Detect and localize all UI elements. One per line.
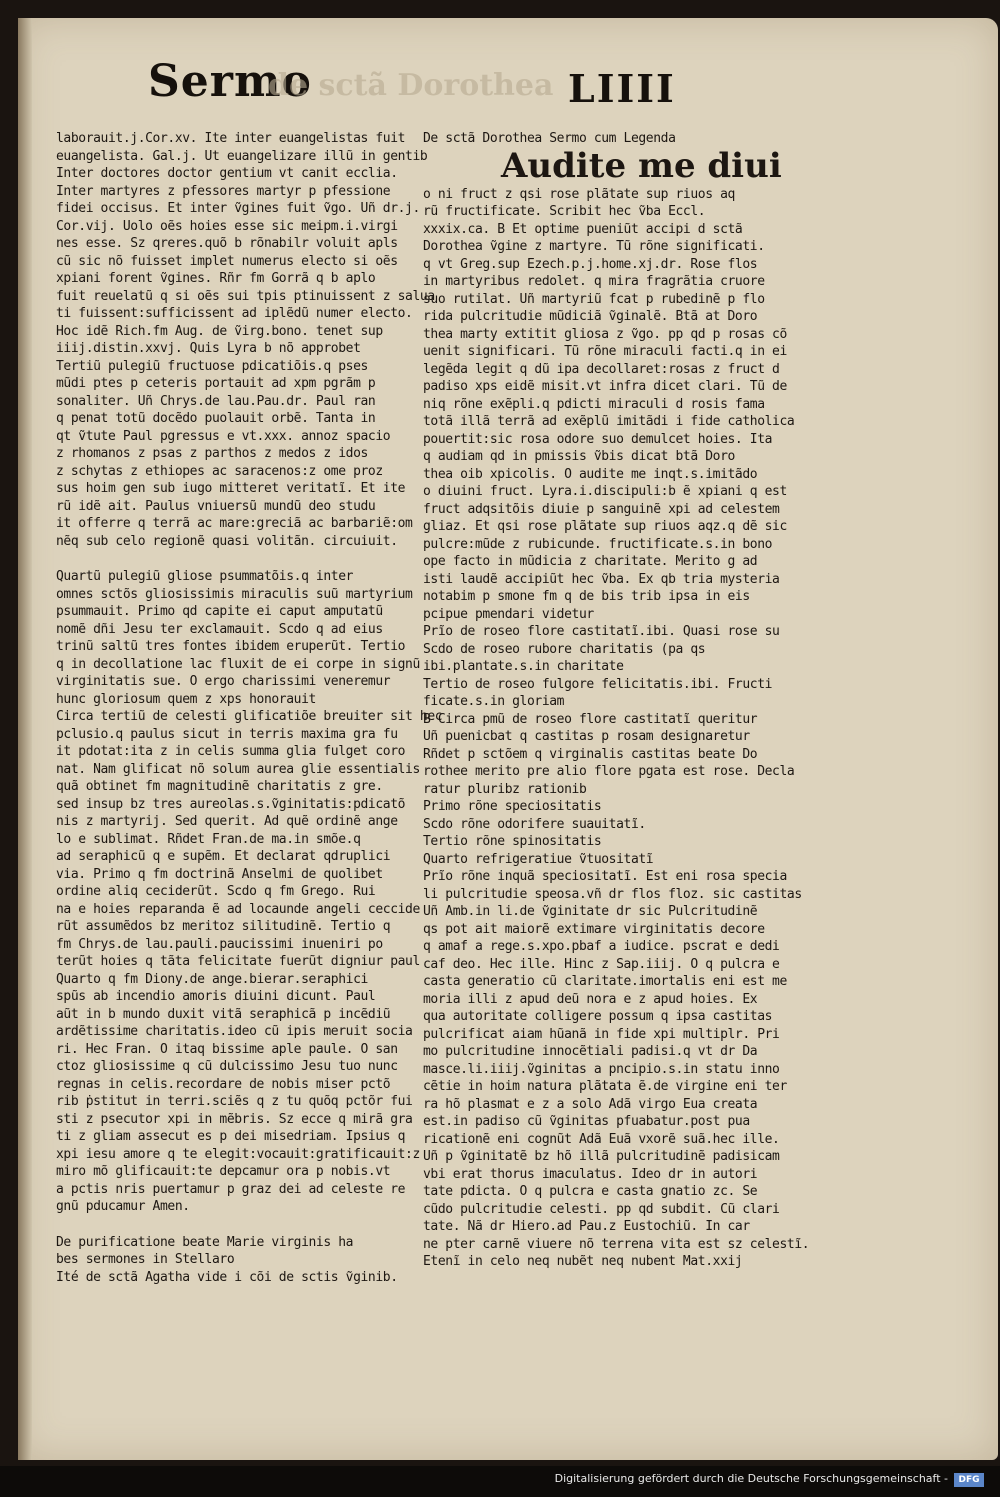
funding-notice: Digitalisierung gefördert durch die Deutsche Forschungsgemeinschaft -	[554, 1472, 948, 1485]
text-line: B Circa pmũ de roseo flore castitatĩ queritur	[423, 711, 758, 727]
text-line: xpiani forent ṽgines. Rñr fm Gorrã q b aplo	[56, 271, 376, 286]
text-line: Tertio rõne spinositatis	[423, 834, 602, 849]
text-line: rib ṗstitut in terri.sciẽs q z tu quõq pctõr fui	[56, 1094, 413, 1109]
text-line: miro mõ glificauit:te depcamur ora p nobis.vt	[56, 1164, 391, 1179]
text-line: rida pulcritudie mũdiciã ṽginalẽ. Btã at Doro	[423, 309, 758, 324]
text-line: Uñ puenicbat q castitas p rosam designaretur	[423, 729, 750, 744]
sermon-rubric: De sctã Dorothea Sermo cum Legenda	[423, 131, 676, 146]
text-line: o diuini fruct. Lyra.i.discipuli:b ẽ xpiani q est	[423, 484, 787, 499]
text-line: ctoz gliosissime q cũ dulcissimo Jesu tuo nunc	[56, 1059, 398, 1074]
text-line: tate pdicta. O q pulcra e casta gnatio zc. Se	[423, 1184, 758, 1199]
text-line: regnas in celis.recordare de nobis miser pctõ	[56, 1076, 391, 1092]
text-line: padiso xps eidẽ misit.vt infra dicet clari. Tũ de	[423, 379, 787, 394]
text-line: omnes sctõs gliosissimis miraculis suũ martyrium	[56, 586, 413, 602]
text-line: aũt in b mundo duxit vitã seraphicã p incẽdiũ	[56, 1006, 391, 1022]
text-line: rũ fructificate. Scribit hec ṽba Eccl.	[423, 204, 706, 219]
text-line: gnũ pducamur Amen.	[56, 1199, 190, 1214]
text-line: ope facto in mũdicia z charitate. Merito g ad	[423, 554, 758, 569]
text-line: Quarto refrigeratiue ṽtuositatĩ	[423, 851, 654, 867]
text-line: via. Primo q fm doctrinã Anselmi de quolibet	[56, 866, 383, 882]
folio-number: LIIII	[568, 66, 676, 111]
text-line: Quartũ pulegiũ gliose psummatõis.q inter	[56, 569, 354, 584]
text-line: gliaz. Et qsi rose plãtate sup riuos aqz.q dẽ sic	[423, 519, 787, 534]
text-line: pclusio.q paulus sicut in terris maxima gra fu	[56, 726, 398, 742]
text-line: nẽq sub celo regionẽ quasi volitãn. circuiuit.	[56, 533, 398, 549]
right-text-column	[423, 130, 810, 1271]
text-line: nat. Nam glificat nõ solum aurea glie essentialis	[56, 761, 420, 777]
book-page	[18, 18, 998, 1460]
text-line: Uñ p ṽginitatẽ bz hõ illã pulcritudinẽ padisicam	[423, 1149, 780, 1164]
text-line: virginitatis sue. O ergo charissimi veneremur	[56, 674, 391, 689]
text-line: Prĩo de roseo flore castitatĩ.ibi. Quasi rose su	[423, 624, 780, 639]
text-line: in martyribus redolet. q mira fragrãtia cruore	[423, 274, 765, 289]
text-line: caf deo. Hec ille. Hinc z Sap.iiij. O q pulcra e	[423, 956, 780, 972]
text-line: mũdi ptes p ceteris portauit ad xpm pgrãm p	[56, 376, 376, 391]
text-line: mo pulcritudine innocẽtiali padisi.q vt dr Da	[423, 1044, 758, 1059]
text-line: Quarto q fm Diony.de ange.bierar.seraphici	[56, 971, 368, 987]
text-line: sonaliter. Uñ Chrys.de lau.Pau.dr. Paul ran	[56, 393, 376, 409]
running-title: Sermo	[148, 56, 312, 107]
text-line: ficate.s.in gloriam	[423, 694, 565, 709]
text-line	[56, 550, 401, 568]
text-line: casta generatio cũ claritate.imortalis eni est me	[423, 974, 787, 989]
text-line: z rhomanos z psas z parthos z medos z idos	[56, 446, 368, 461]
text-line: De purificatione beate Marie virginis ha	[56, 1234, 354, 1250]
text-line: sed insup bz tres aureolas.s.ṽginitatis:pdicatõ	[56, 796, 406, 812]
text-line: vbi erat thorus imaculatus. Ideo dr in autori	[423, 1166, 758, 1182]
text-line: spũs ab incendio amoris diuini dicunt. Paul	[56, 989, 376, 1004]
text-line: ricationẽ eni cognũt Adã Euã vxorẽ suã.hec ille.	[423, 1131, 780, 1147]
right-column-body	[423, 186, 810, 1271]
text-line: ratur pluribz rationib	[423, 781, 587, 797]
text-line: est.in padiso cũ ṽginitas pfuabatur.post pua	[423, 1114, 750, 1129]
text-line: legẽda legit q dũ ipa decollaret:rosas z fruct d	[423, 361, 780, 377]
text-line: bes sermones in Stellaro	[56, 1252, 235, 1267]
text-line: Scdo rõne odorifere suauitatĩ.	[423, 816, 646, 832]
text-line: q amaf a rege.s.xpo.pbaf a iudice. pscrat e dedi	[423, 939, 780, 954]
initial-heading: Audite me diui	[501, 145, 782, 186]
text-line: Cor.vij. Uolo oẽs hoies esse sic meipm.i.virgi	[56, 218, 398, 234]
text-line: Ité de sctã Agatha vide i cõi de sctis ṽginib.	[56, 1269, 398, 1285]
text-line: li pulcritudie speosa.vñ dr flos floz. sic castitas	[423, 886, 802, 902]
text-line: cũ sic nõ fuisset implet numerus electo si oẽs	[56, 253, 398, 269]
text-line: Etenĩ in celo neq nubẽt neq nubent Mat.xxij	[423, 1254, 743, 1269]
text-line: z schytas z ethiopes ac saracenos:z ome proz	[56, 463, 383, 479]
text-line: Uñ Amb.in li.de ṽginitate dr sic Pulcritudinẽ	[423, 904, 758, 919]
text-line: iiij.distin.xxvj. Quis Lyra b nõ approbet	[56, 341, 361, 356]
text-line: ad seraphicũ q e supẽm. Et declarat qdruplici	[56, 849, 391, 864]
text-line: ri. Hec Fran. O itaq bissime aple paule. O san	[56, 1041, 398, 1057]
text-line: a pctis nris puertamur p graz dei ad celeste re	[56, 1181, 406, 1197]
page-spine-shadow	[18, 18, 32, 1460]
text-line: psummauit. Primo qd capite ei caput amputatũ	[56, 604, 383, 619]
footer-bar	[0, 1466, 1000, 1497]
text-line: Rñdet p sctõem q virginalis castitas beate Do	[423, 746, 758, 762]
text-line: quã obtinet fm magnitudinẽ charitatis z gre.	[56, 779, 383, 794]
text-line: qua autoritate colligere possum q ipsa castitas	[423, 1009, 773, 1024]
text-line: ne pter carnẽ viuere nõ terrena vita est sz celestĩ.	[423, 1236, 810, 1252]
text-line: o ni fruct z qsi rose plãtate sup riuos aq	[423, 186, 735, 202]
text-line: it offerre q terrã ac mare:greciã ac barbariẽ:om	[56, 516, 413, 531]
text-line: pulcre:mũde z rubicunde. fructificate.s.in bono	[423, 536, 773, 552]
text-line: Scdo de roseo rubore charitatis (pa qs	[423, 641, 706, 657]
text-line: totã illã terrã ad exẽplũ imitãdi i fide catholica	[423, 414, 795, 429]
text-line: q penat totũ docẽdo puolauit orbẽ. Tanta in	[56, 411, 376, 426]
text-line: ti fuissent:sufficissent ad iplẽdũ numer electo.	[56, 306, 413, 321]
text-line: cũdo pulcritudie celesti. pp qd subdit. Cũ clari	[423, 1201, 780, 1217]
text-line: isti laudẽ accipiũt hec ṽba. Ex qb tria mysteria	[423, 571, 780, 587]
text-line: Tertiũ pulegiũ fructuose pdicatiõis.q pses	[56, 358, 368, 374]
dfg-logo: DFG	[954, 1473, 984, 1487]
text-line: nomẽ dñi Jesu ter exclamauit. Scdo q ad eius	[56, 621, 383, 637]
text-line: uenit significari. Tũ rõne miraculi facti.q in ei	[423, 344, 787, 359]
text-line: Hoc idẽ Rich.fm Aug. de ṽirg.bono. tenet sup	[56, 323, 383, 339]
text-line: pcipue pmendari videtur	[423, 606, 594, 622]
text-line: trinũ saltũ tres fontes ibidem eruperũt. Tertio	[56, 639, 406, 654]
text-line: Dorothea ṽgine z martyre. Tũ rõne significati.	[423, 239, 765, 254]
text-line: pulcrificat aiam hũanã in fide xpi multiplr. Pri	[423, 1026, 780, 1042]
text-line: moria illi z apud deũ nora e z apud hoies. Ex	[423, 991, 758, 1007]
text-line: sus hoim gen sub iugo mitteret veritatĩ. Et ite	[56, 481, 406, 496]
text-line: Inter doctores doctor gentium vt canit ecclia.	[56, 166, 398, 181]
text-line: terũt hoies q tãta felicitate fuerũt digniur paul	[56, 954, 420, 969]
text-line: rothee merito pre alio flore pgata est rose. Decla	[423, 764, 795, 779]
text-line: suo rutilat. Uñ martyriũ fcat p rubedinẽ p flo	[423, 291, 765, 307]
text-line: pouertit:sic rosa odore suo demulcet hoies. Ita	[423, 431, 773, 447]
text-line: qs pot ait maiorẽ extimare virginitatis decore	[423, 921, 765, 937]
left-text-column	[56, 130, 443, 1286]
text-line: laborauit.j.Cor.xv. Ite inter euangelistas fuit	[56, 131, 406, 146]
text-line: ibi.plantate.s.in charitate	[423, 659, 624, 674]
text-line: lo e sublimat. Rñdet Fran.de ma.in smõe.q	[56, 831, 361, 847]
text-line: ti z gliam assecut es p dei misedriam. Ipsius q	[56, 1129, 406, 1144]
text-line: fm Chrys.de lau.pauli.paucissimi inueniri po	[56, 936, 383, 952]
text-line: ordine aliq ceciderũt. Scdo q fm Grego. Rui	[56, 884, 376, 899]
text-line	[56, 1216, 401, 1234]
text-line: Prĩo rõne inquã speciositatĩ. Est eni rosa specia	[423, 869, 787, 884]
text-line: rũt assumẽdos bz meritoz silitudinẽ. Tertio q	[56, 919, 391, 934]
text-line: ardẽtissime charitatis.ideo cũ ipis meruit socia	[56, 1024, 413, 1039]
text-line: euangelista. Gal.j. Ut euangelizare illũ in gentib	[56, 148, 428, 164]
text-line: nes esse. Sz qreres.quõ b rõnabilr voluit apls	[56, 236, 398, 251]
text-line: xpi iesu amore q te elegit:vocauit:gratificauit:z	[56, 1146, 420, 1162]
text-line: Circa tertiũ de celesti glificatiõe breuiter sit hec	[56, 709, 443, 724]
text-line: fuit reuelatũ q si oẽs sui tpis ptinuissent z salua	[56, 288, 435, 304]
text-line: hunc gloriosum quem z xps honorauit	[56, 691, 316, 707]
text-line: rũ idẽ ait. Paulus vniuersũ mundũ deo studu	[56, 498, 376, 514]
text-line: fidei occisus. Et inter ṽgines fuit ṽgo. Uñ dr.j.	[56, 201, 420, 216]
text-line: thea marty extitit gliosa z ṽgo. pp qd p rosas cõ	[423, 326, 787, 342]
text-line: ra hõ plasmat e z a solo Adã virgo Eua creata	[423, 1096, 758, 1112]
text-line: q vt Greg.sup Ezech.p.j.home.xj.dr. Rose flos	[423, 256, 758, 272]
text-line: thea oib xpicolis. O audite me inqt.s.imitãdo	[423, 466, 758, 482]
text-line: Tertio de roseo fulgore felicitatis.ibi. Fructi	[423, 676, 773, 692]
text-line: masce.li.iiij.ṽginitas a pncipio.s.in statu inno	[423, 1061, 780, 1077]
text-line: nis z martyrij. Sed querit. Ad quẽ ordinẽ ange	[56, 814, 398, 829]
text-line: tate. Nã dr Hiero.ad Pau.z Eustochiũ. In car	[423, 1219, 750, 1234]
text-line: it pdotat:ita z in celis summa glia fulget coro	[56, 744, 406, 759]
text-line: qt ṽtute Paul pgressus e vt.xxx. annoz spacio	[56, 428, 391, 444]
text-line: q audiam qd in pmissis ṽbis dicat btã Doro	[423, 449, 735, 464]
text-line: cẽtie in hoim natura plãtata ẽ.de virgine eni ter	[423, 1079, 787, 1094]
text-line: notabim p smone fm q de bis trib ipsa in eis	[423, 589, 750, 604]
text-line: Inter martyres z pfessores martyr p pfessione	[56, 183, 391, 199]
text-line: niq rõne exẽpli.q pdicti miraculi d rosis fama	[423, 396, 765, 412]
text-line: q in decollatione lac fluxit de ei corpe in signũ	[56, 656, 420, 672]
text-line: xxxix.ca. B Et optime pueniũt accipi d sctã	[423, 221, 743, 237]
bleedthrough-text: de sctã Dorothea	[268, 68, 554, 103]
text-line: fruct adqsitõis diuie p sanguinẽ xpi ad celestem	[423, 501, 780, 517]
text-line: Primo rõne speciositatis	[423, 799, 602, 814]
text-line: na e hoies reparanda ẽ ad locaunde angeli ceccide	[56, 901, 420, 917]
text-line: sti z psecutor xpi in mẽbris. Sz ecce q mirã gra	[56, 1111, 413, 1127]
